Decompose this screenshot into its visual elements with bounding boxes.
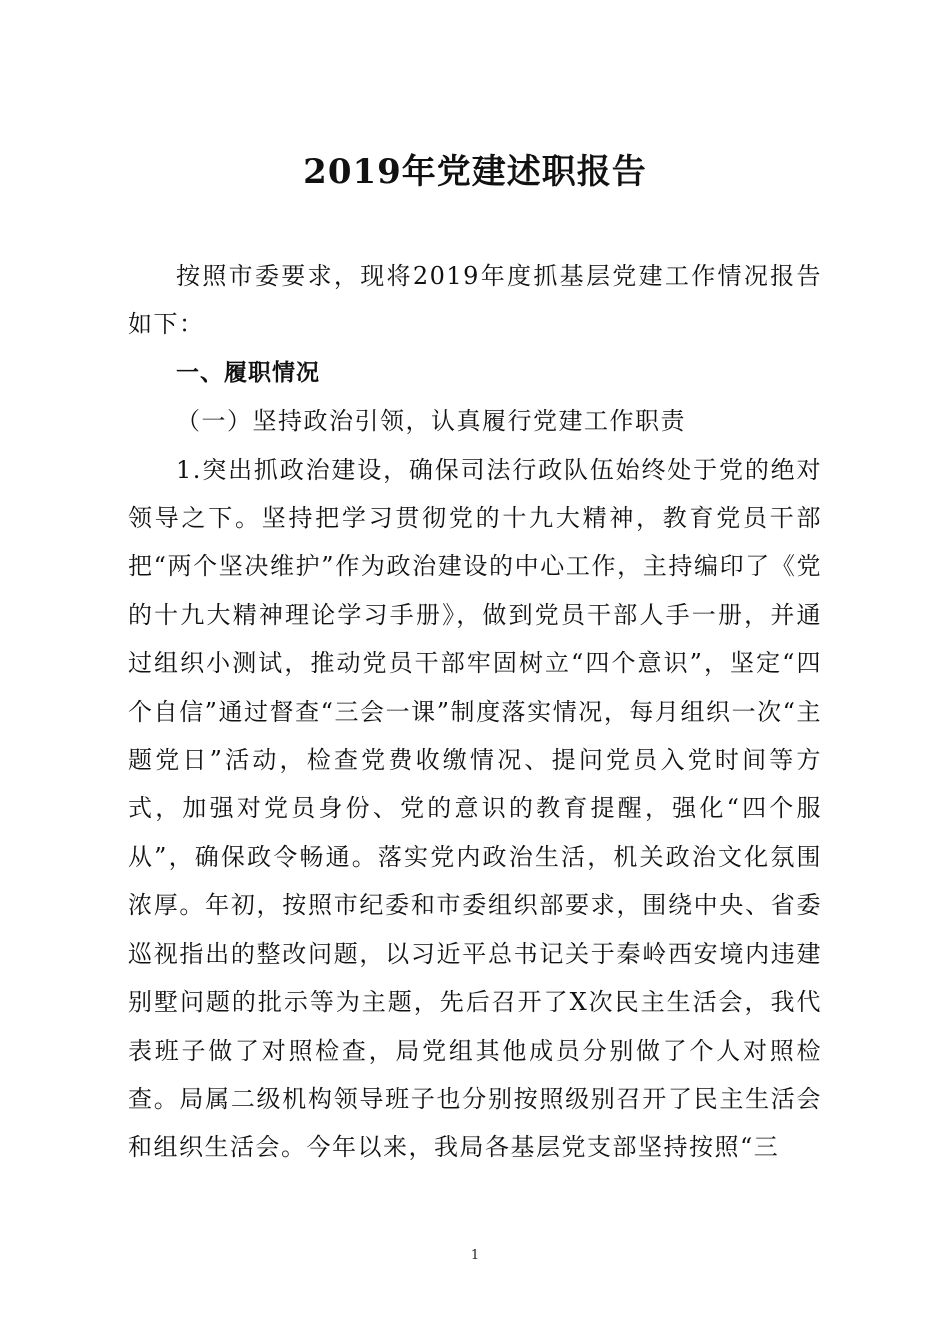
body-paragraph: 1.突出抓政治建设，确保司法行政队伍始终处于党的绝对领导之下。坚持把学习贯彻党的十九大精神，教育党员干部把“两个坚决维护”作为政治建设的中心工作，主持编印了《党的十九大精神理论学习手册》，做到党员干部人手一册，并通过组织小测试，推动党员干部牢固树立“四个意识”，坚定“四个自信”通过督查“三会一课”制度落实情况，每月组织一次“主题党日”活动，检查党费收缴情况、提问党员入党时间等方式，加强对党员身份、党的意识的教育提醒，强化“四个服从”，确保政令畅通。落实党内政治生活，机关政治文化氛围浓厚。年初，按照市纪委和市委组织部要求，围绕中央、省委巡视指出的整改问题，以习近平总书记关于秦岭西安境内违建别墅问题的批示等为主题，先后召开了X次民主生活会，我代表班子做了对照检查，局党组其他成员分别做了个人对照检查。局属二级机构领导班子也分别按照级别召开了民主生活会和组织生活会。今年以来，我局各基层党支部坚持按照“三	[128, 455, 822, 1162]
document-title: 2019年党建述职报告	[303, 152, 647, 192]
subsection-heading: （一）坚持政治引领，认真履行党建工作职责	[176, 407, 686, 436]
page-number: 1	[470, 1248, 480, 1263]
intro-paragraph: 按照市委要求，现将2019年度抓基层党建工作情况报告如下：	[128, 262, 822, 339]
document-body	[128, 252, 822, 1172]
section-heading: 一、履职情况	[176, 359, 320, 386]
